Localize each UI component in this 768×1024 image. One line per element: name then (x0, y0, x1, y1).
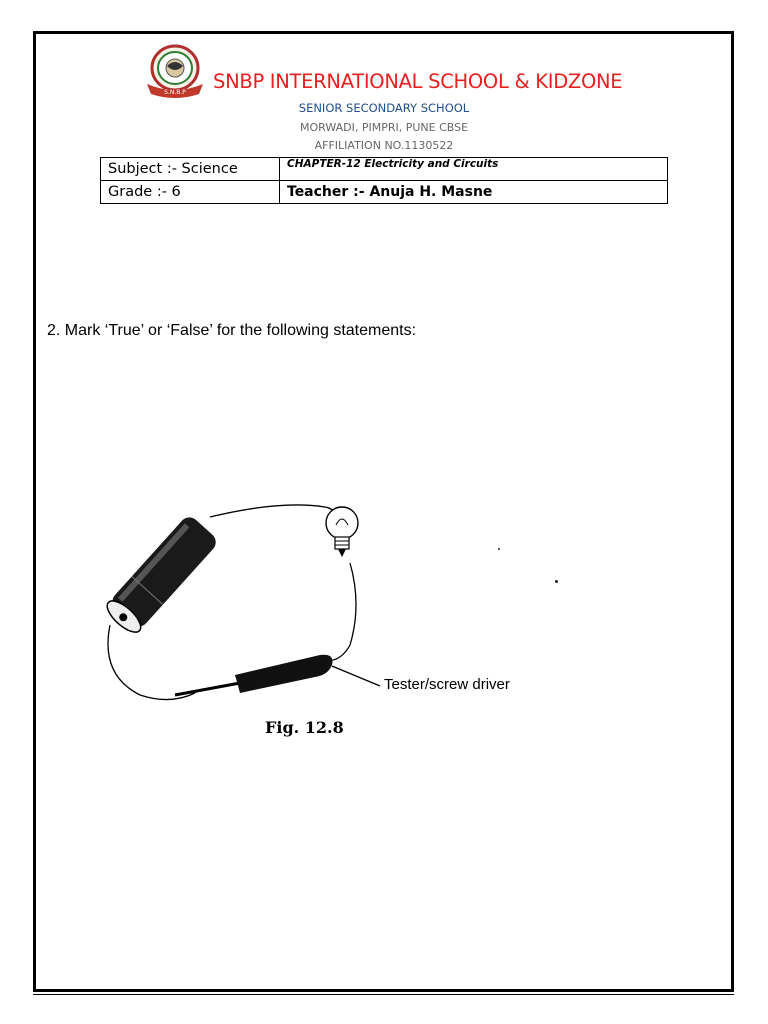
grade-cell: Grade :- 6 (101, 181, 280, 204)
tester-label: Tester/screw driver (384, 676, 510, 693)
school-address: MORWADI, PIMPRI, PUNE CBSE (299, 121, 469, 134)
school-name: SNBP INTERNATIONAL SCHOOL & KIDZONE (213, 70, 623, 93)
info-row-subject (101, 158, 668, 181)
battery (102, 513, 220, 637)
info-table (100, 157, 668, 204)
school-affiliation: AFFILIATION NO.1130522 (314, 139, 454, 152)
tester-screwdriver (175, 655, 380, 695)
page-border-bottom-line (33, 994, 734, 995)
info-row-grade (101, 181, 668, 204)
wire-right (328, 563, 356, 661)
wire-bottom (108, 625, 195, 700)
school-subtitle: SENIOR SECONDARY SCHOOL (298, 101, 470, 115)
logo-text: S.N.B.P (164, 89, 186, 96)
wire-top (210, 505, 342, 535)
figure-caption: Fig. 12.8 (265, 718, 344, 737)
circuit-figure (80, 495, 580, 745)
scan-speck (498, 548, 500, 550)
chapter-cell: CHAPTER-12 Electricity and Circuits (280, 158, 668, 181)
school-logo (137, 44, 213, 100)
subject-cell: Subject :- Science (101, 158, 280, 181)
scan-speck (555, 580, 558, 583)
question-text: 2. Mark ‘True’ or ‘False’ for the following statements: (47, 322, 417, 339)
teacher-cell: Teacher :- Anuja H. Masne (280, 181, 668, 204)
bulb-icon (326, 507, 358, 557)
